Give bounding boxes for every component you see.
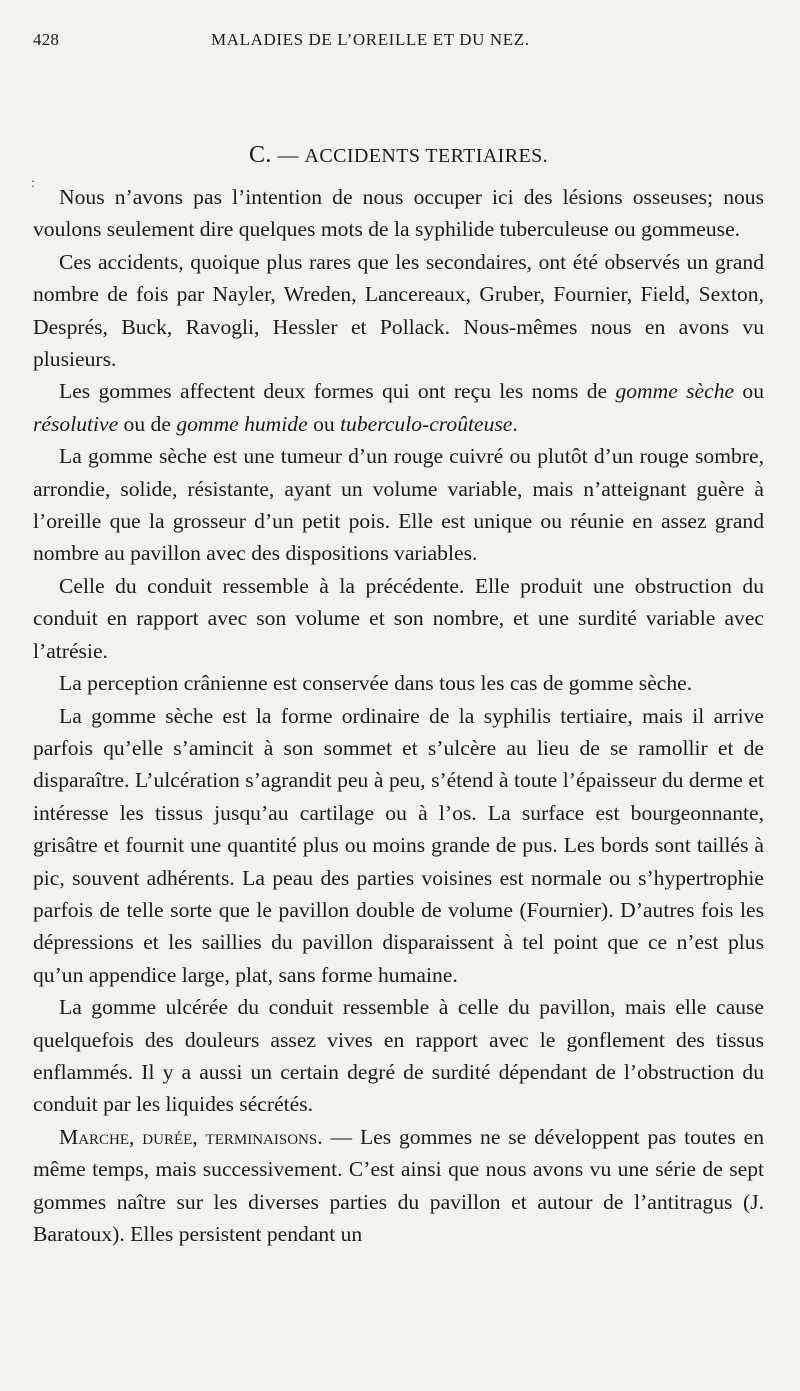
body-paragraph [33, 181, 764, 246]
body-paragraph [33, 700, 764, 992]
body-paragraph [33, 570, 764, 667]
body-paragraph [33, 375, 764, 440]
paragraph-text: . [512, 411, 518, 436]
paragraph-text: La gomme sèche est la forme ordinaire de la syphilis tertiaire, mais il arrive parfois qu’elle s’amincit à son sommet et s’ulcère au lieu de se ramollir et de disparaître. L’ulcération s’agrandit peu à peu, s’étend à toute l’épaisseur du derme et intéresse les tissus jusqu’au cartilage ou à l’os. La surface est bourgeonnante, grisâtre et fournit une quantité plus ou moins grande de pus. Les bords sont taillés à pic, souvent adhérents. La peau des parties voisines est normale ou s’hypertrophie parfois de telle sorte que le pavillon double de volume (Fournier). D’autres fois les dépressions et les saillies du pavillon disparaissent à tel point que ce n’est plus qu’un appendice large, plat, sans forme humaine. [33, 703, 764, 987]
paragraph-text: ou [734, 379, 764, 404]
running-head [33, 26, 764, 60]
section-letter: C. [248, 142, 272, 168]
paragraph-text: Les gommes affectent deux formes qui ont reçu les noms de [59, 379, 616, 404]
italic-term: résolutive [33, 411, 119, 436]
paragraph-text: La gomme sèche est une tumeur d’un rouge cuivré ou plutôt d’un rouge sombre, arrondie, solide, résistante, ayant un volume variable, mais n’atteignant guère à l’oreille que la grosseur d’un petit pois. Elle est unique ou réunie en assez grand nombre au pavillon avec des dispositions variables. [33, 444, 764, 566]
paragraph-text: ou [307, 411, 341, 436]
body-paragraph [33, 667, 764, 699]
paragraph-text: ou de [118, 411, 177, 436]
page-number: 428 [33, 30, 60, 49]
body-paragraph [33, 991, 764, 1121]
paragraph-text: — Les gommes ne se développent pas toutes en même temps, mais successivement. C’est ainsi que nous avons vu une série de sept gommes naître sur les diverses parties du pavillon et autour de l’antitragus (J. Baratoux). Elles persistent pendant un [33, 1124, 765, 1246]
paragraph-text: Ces accidents, quoique plus rares que les secondaires, ont été observés un grand nombre de fois par Nayler, Wreden, Lancereaux, Gruber, Fournier, Field, Sexton, Després, Buck, Ravogli, Hessler et Pollack. Nous-mêmes nous en avons vu plusieurs. [33, 249, 764, 372]
italic-term: tuberculo-croûteuse [340, 411, 513, 436]
paragraph-text: La gomme ulcérée du conduit ressemble à celle du pavillon, mais elle cause quelquefois des douleurs assez vives en rapport avec le gonflement des tissus enflammés. Il y a aussi un certain degré de surdité dépendant de l’obstruction du conduit par les liquides sécrétés. [33, 995, 764, 1117]
section-dash: — [277, 143, 299, 167]
body-text [33, 181, 764, 1250]
body-paragraph [33, 246, 764, 376]
italic-term: gomme humide [176, 411, 308, 436]
body-paragraph [33, 440, 764, 570]
body-paragraph [33, 1121, 764, 1251]
paragraph-text: La perception crânienne est conservée dans tous les cas de gomme sèche. [59, 671, 693, 696]
section-title: ACCIDENTS TERTIAIRES. [304, 145, 549, 167]
paragraph-text: Nous n’avons pas l’intention de nous occuper ici des lésions osseuses; nous voulons seulement dire quelques mots de la syphilide tuberculeuse ou gommeuse. [33, 185, 764, 242]
margin-mark: : [31, 176, 35, 191]
italic-term: gomme sèche [615, 379, 735, 404]
paragraph-text: Celle du conduit ressemble à la précédente. Elle produit une obstruction du conduit en rapport avec son volume et son nombre, et une surdité variable avec l’atrésie. [33, 573, 764, 663]
section-heading [33, 142, 764, 169]
running-title: MALADIES DE L’OREILLE ET DU NEZ. [211, 30, 530, 49]
run-in-heading: Marche, durée, terminaisons. [59, 1124, 323, 1149]
